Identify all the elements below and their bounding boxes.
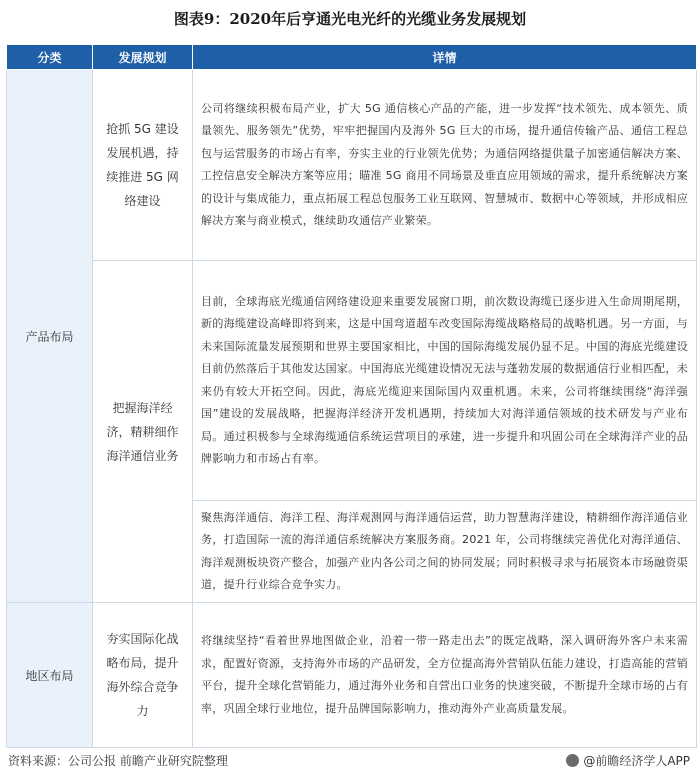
detail-cell-5g: 公司将继续积极布局产业，扩大 5G 通信核心产品的产能，进一步发挥“技术领先、成本领先、质量领先、服务领先”优势，牢牢把握国内及海外 5G 巨大的市场，提升通信传输产品、通信工程总包与运营服务的市场占有率，夯实主业的行业领先优势；为通信网络提供量子加密通信解决方案、工控信息安全解决方案等应用；瞄准 5G 商用不同场景及垂直应用领域的需求，提升系统解决方案的设计与集成能力，重点拓展工程总包服务工业互联网、智慧城市、数据中心等领域，并形成相应解决方案与商业模式，继续助攻通信产业繁荣。 [193, 70, 697, 261]
page-title: 图表9：2020年后亨通光电光纤的光缆业务发展规划 [173, 10, 527, 28]
plan-table [6, 44, 697, 748]
header-detail: 详情 [193, 45, 697, 70]
detail-cell-global: 将继续坚持“看着世界地图做企业，沿着一带一路走出去”的既定战略，深入调研海外客户未来需求，配置好资源，支持海外市场的产品研发，全方位提高海外营销队伍能力建设，打造高能的营销平台，提升全球化营销能力，通过海外业务和自营出口业务的快速突破，不断提升全球市场的占有率，巩固全球行业地位，提升品牌国际影响力，推动海外产业高质量发展。 [193, 603, 697, 748]
brand-credit [566, 752, 690, 769]
brand-label: @前瞻经济学人APP [583, 754, 690, 768]
detail-cell-ocean-2: 聚焦海洋通信、海洋工程、海洋观测网与海洋通信运营，助力智慧海洋建设，精耕细作海洋通信业务，打造国际一流的海洋通信系统解决方案服务商。2021 年，公司将继续完善优化对海洋通信、海洋观测板块资产整合，加强产业内各公司之间的协同发展；同时积极寻求与拓展资本市场融资渠道，提升行业综合竞争实力。 [193, 501, 697, 603]
plan-cell-ocean: 把握海洋经济，精耕细作海洋通信业务 [93, 261, 193, 603]
category-cell-region: 地区布局 [7, 603, 93, 748]
plan-cell-5g: 抢抓 5G 建设发展机遇，持续推进 5G 网络建设 [93, 70, 193, 261]
source-note: 资料来源：公司公报 前瞻产业研究院整理 [8, 754, 228, 768]
detail-cell-ocean: 目前，全球海底光缆通信网络建设迎来重要发展窗口期，前次数设海缆已逐步进入生命周期尾期，新的海缆建设高峰即将到来，这是中国弯道超车改变国际海缆战略格局的战略机遇。另一方面，与未来国际流量发展预期和世界主要国家相比，中国的国际海缆发展仍显不足。中国的海底光缆建设目前仍然落后于其他发达国家。中国海底光缆建设情况无法与蓬勃发展的数据通信行业相匹配，未来仍有较大开拓空间。因此，海底光缆迎来国际国内双重机遇。未来，公司将继续围绕“海洋强国”建设的发展战略，把握海洋经济开发机遇期，持续加大对海洋通信领域的技术研发与产业布局。通过积极参与全球海缆通信系统运营项目的承建，进一步提升和巩固公司在全球海洋产业的品牌影响力和市场占有率。 [193, 261, 697, 501]
table-row [7, 70, 697, 261]
table-row [7, 261, 697, 501]
plan-cell-global: 夯实国际化战略布局，提升海外综合竞争力 [93, 603, 193, 748]
header-plan: 发展规划 [93, 45, 193, 70]
category-cell-product: 产品布局 [7, 70, 93, 603]
table-header-row [7, 45, 697, 70]
qianzhan-logo-icon [566, 754, 579, 767]
table-row [7, 603, 697, 748]
header-category: 分类 [7, 45, 93, 70]
